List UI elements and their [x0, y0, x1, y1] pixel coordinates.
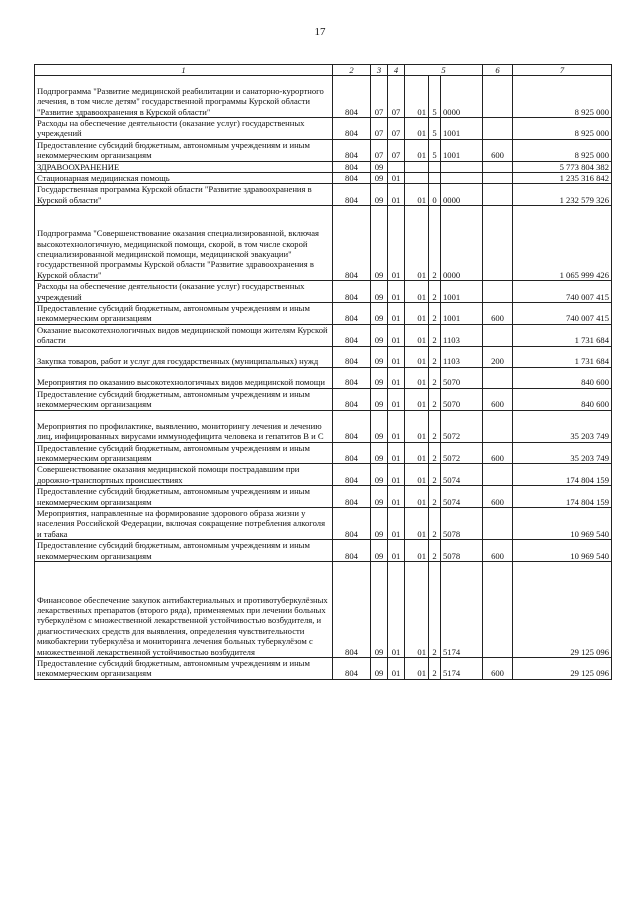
header-col-7: 7	[513, 65, 612, 76]
row-sum: 8 925 000	[513, 139, 612, 161]
row-target-direction: 1103	[441, 324, 483, 346]
row-sum: 1 232 579 326	[513, 184, 612, 206]
row-col-4: 01	[388, 464, 405, 486]
row-col-6	[483, 324, 513, 346]
table-row	[35, 442, 612, 464]
row-col-3: 09	[371, 442, 388, 464]
row-col-3: 09	[371, 410, 388, 442]
row-col-4: 01	[388, 281, 405, 303]
row-col-6: 600	[483, 442, 513, 464]
row-target-program: 01	[405, 139, 429, 161]
row-sum: 1 731 684	[513, 324, 612, 346]
row-col-6	[483, 464, 513, 486]
row-col-3: 09	[371, 324, 388, 346]
row-col-3: 09	[371, 184, 388, 206]
table-row	[35, 281, 612, 303]
row-col-6	[483, 118, 513, 140]
row-target-subprogram: 2	[429, 206, 441, 281]
row-col-4: 01	[388, 324, 405, 346]
table-row	[35, 388, 612, 410]
table-row	[35, 486, 612, 508]
row-target-program: 01	[405, 410, 429, 442]
table-row	[35, 118, 612, 140]
row-col-3: 09	[371, 388, 388, 410]
row-col-3: 09	[371, 464, 388, 486]
row-col-6	[483, 76, 513, 118]
row-col-4: 01	[388, 184, 405, 206]
row-name: Совершенствование оказания медицинской помощи пострадавшим при дорожно-транспортных происшествиях	[35, 464, 333, 486]
row-col-2: 804	[333, 173, 371, 184]
row-col-3: 09	[371, 173, 388, 184]
row-col-4: 07	[388, 139, 405, 161]
table-row	[35, 324, 612, 346]
row-name: Предоставление субсидий бюджетным, автономным учреждениям и иным некоммерческим организациям	[35, 388, 333, 410]
row-target-subprogram: 2	[429, 388, 441, 410]
row-col-3: 09	[371, 657, 388, 679]
header-col-4: 4	[388, 65, 405, 76]
table-row	[35, 173, 612, 184]
row-col-6: 600	[483, 139, 513, 161]
row-target-direction: 1103	[441, 346, 483, 367]
row-col-6	[483, 561, 513, 657]
row-target-direction: 5072	[441, 442, 483, 464]
row-name: Мероприятия по оказанию высокотехнологичных видов медицинской помощи	[35, 367, 333, 388]
row-target-direction: 5078	[441, 540, 483, 562]
row-col-3: 09	[371, 540, 388, 562]
row-col-6	[483, 161, 513, 172]
row-target-program: 01	[405, 206, 429, 281]
row-col-2: 804	[333, 367, 371, 388]
row-col-2: 804	[333, 303, 371, 325]
row-target-subprogram: 5	[429, 139, 441, 161]
budget-table	[34, 64, 612, 680]
row-target-program: 01	[405, 507, 429, 539]
row-target-program: 01	[405, 442, 429, 464]
row-col-3: 09	[371, 206, 388, 281]
row-sum: 29 125 096	[513, 657, 612, 679]
row-col-6	[483, 184, 513, 206]
row-target-subprogram: 2	[429, 324, 441, 346]
row-col-2: 804	[333, 281, 371, 303]
header-row	[35, 65, 612, 76]
row-col-4: 01	[388, 173, 405, 184]
row-col-4: 01	[388, 657, 405, 679]
row-col-4: 01	[388, 206, 405, 281]
row-target-program	[405, 173, 429, 184]
row-sum: 5 773 804 382	[513, 161, 612, 172]
row-col-3: 09	[371, 346, 388, 367]
row-target-subprogram	[429, 173, 441, 184]
header-col-1: 1	[35, 65, 333, 76]
table-row	[35, 161, 612, 172]
row-col-6: 200	[483, 346, 513, 367]
row-target-program: 01	[405, 118, 429, 140]
row-col-2: 804	[333, 507, 371, 539]
row-name: Предоставление субсидий бюджетным, автономным учреждениям и иным некоммерческим организациям	[35, 442, 333, 464]
row-target-subprogram	[429, 161, 441, 172]
row-target-program: 01	[405, 486, 429, 508]
row-sum: 740 007 415	[513, 281, 612, 303]
row-target-program: 01	[405, 324, 429, 346]
row-col-4: 01	[388, 540, 405, 562]
table-row	[35, 507, 612, 539]
row-name: Предоставление субсидий бюджетным, автономным учреждениям и иным некоммерческим организациям	[35, 540, 333, 562]
row-col-4: 01	[388, 442, 405, 464]
row-col-3: 07	[371, 118, 388, 140]
row-target-direction: 0000	[441, 184, 483, 206]
row-col-4	[388, 161, 405, 172]
row-sum: 1 731 684	[513, 346, 612, 367]
row-target-program: 01	[405, 281, 429, 303]
row-col-2: 804	[333, 324, 371, 346]
row-target-subprogram: 2	[429, 561, 441, 657]
row-sum: 10 969 540	[513, 540, 612, 562]
row-target-direction: 5074	[441, 464, 483, 486]
table-row	[35, 76, 612, 118]
table-row	[35, 657, 612, 679]
row-col-2: 804	[333, 161, 371, 172]
row-col-2: 804	[333, 410, 371, 442]
row-target-subprogram: 2	[429, 281, 441, 303]
row-target-direction: 5174	[441, 657, 483, 679]
row-sum: 174 804 159	[513, 486, 612, 508]
row-target-subprogram: 5	[429, 76, 441, 118]
row-col-3: 09	[371, 561, 388, 657]
header-col-2: 2	[333, 65, 371, 76]
row-col-6	[483, 173, 513, 184]
row-col-2: 804	[333, 206, 371, 281]
row-sum: 840 600	[513, 367, 612, 388]
row-target-subprogram: 2	[429, 367, 441, 388]
row-target-direction: 1001	[441, 139, 483, 161]
row-target-direction: 5174	[441, 561, 483, 657]
header-col-3: 3	[371, 65, 388, 76]
page-number: 17	[314, 26, 326, 38]
row-col-4: 01	[388, 507, 405, 539]
row-col-6	[483, 206, 513, 281]
table-row	[35, 410, 612, 442]
row-name: Подпрограмма "Развитие медицинской реабилитации и санаторно-курортного лечения, в том числе детям" государственной программы Курской области "Развитие здравоохранения в Курской области"	[35, 76, 333, 118]
row-name: Предоставление субсидий бюджетным, автономным учреждениям и иным некоммерческим организациям	[35, 486, 333, 508]
row-col-6: 600	[483, 486, 513, 508]
row-target-subprogram: 2	[429, 464, 441, 486]
row-col-3: 09	[371, 303, 388, 325]
row-sum: 8 925 000	[513, 118, 612, 140]
row-col-2: 804	[333, 464, 371, 486]
row-col-4: 01	[388, 486, 405, 508]
row-target-direction	[441, 161, 483, 172]
row-name: Оказание высокотехнологичных видов медицинской помощи жителям Курской области	[35, 324, 333, 346]
row-col-2: 804	[333, 486, 371, 508]
row-target-direction: 5070	[441, 367, 483, 388]
table-row	[35, 303, 612, 325]
row-target-direction: 0000	[441, 206, 483, 281]
row-target-subprogram: 2	[429, 507, 441, 539]
row-target-direction: 0000	[441, 76, 483, 118]
row-name: Государственная программа Курской области "Развитие здравоохранения в Курской области"	[35, 184, 333, 206]
row-target-direction: 5074	[441, 486, 483, 508]
row-target-direction: 1001	[441, 118, 483, 140]
row-col-4: 07	[388, 118, 405, 140]
row-col-6	[483, 410, 513, 442]
row-target-direction: 5078	[441, 507, 483, 539]
row-target-direction	[441, 173, 483, 184]
row-col-3: 09	[371, 161, 388, 172]
row-sum: 1 235 316 842	[513, 173, 612, 184]
row-sum: 740 007 415	[513, 303, 612, 325]
row-sum: 1 065 999 426	[513, 206, 612, 281]
row-name: Финансовое обеспечение закупок антибактериальных и противотуберкулёзных лекарственных препаратов (второго ряда), применяемых при лечении больных туберкулёзом с множественной лекарственной устойчивостью возбудителя, и диагностических средств для выявления, определения чувствительности микобактерии туберкулёза и мониторинга лечения больных туберкулёзом с множественной лекарственной устойчивостью возбудителя	[35, 561, 333, 657]
row-target-subprogram: 2	[429, 410, 441, 442]
row-target-program: 01	[405, 388, 429, 410]
row-target-direction: 5070	[441, 388, 483, 410]
row-col-6	[483, 367, 513, 388]
row-sum: 174 804 159	[513, 464, 612, 486]
row-target-subprogram: 0	[429, 184, 441, 206]
row-col-6: 600	[483, 657, 513, 679]
row-target-program: 01	[405, 303, 429, 325]
row-target-subprogram: 2	[429, 540, 441, 562]
row-target-program: 01	[405, 657, 429, 679]
table-row	[35, 561, 612, 657]
table-row	[35, 540, 612, 562]
row-target-program: 01	[405, 464, 429, 486]
row-sum: 8 925 000	[513, 76, 612, 118]
row-sum: 29 125 096	[513, 561, 612, 657]
row-col-3: 09	[371, 486, 388, 508]
row-col-2: 804	[333, 561, 371, 657]
row-col-6: 600	[483, 303, 513, 325]
row-target-direction: 1001	[441, 303, 483, 325]
row-col-2: 804	[333, 76, 371, 118]
row-target-direction: 5072	[441, 410, 483, 442]
row-col-2: 804	[333, 118, 371, 140]
row-col-6	[483, 507, 513, 539]
row-col-4: 01	[388, 561, 405, 657]
row-target-program: 01	[405, 367, 429, 388]
row-name: Мероприятия, направленные на формирование здорового образа жизни у населения Российской Федерации, включая сокращение потребления алкоголя и табака	[35, 507, 333, 539]
row-target-direction: 1001	[441, 281, 483, 303]
row-col-3: 07	[371, 76, 388, 118]
row-col-2: 804	[333, 184, 371, 206]
table-row	[35, 367, 612, 388]
row-sum: 840 600	[513, 388, 612, 410]
row-col-3: 09	[371, 507, 388, 539]
row-target-subprogram: 2	[429, 442, 441, 464]
row-target-program: 01	[405, 346, 429, 367]
table-row	[35, 464, 612, 486]
row-name: Расходы на обеспечение деятельности (оказание услуг) государственных учреждений	[35, 118, 333, 140]
row-name: Стационарная медицинская помощь	[35, 173, 333, 184]
row-target-program: 01	[405, 184, 429, 206]
row-target-subprogram: 2	[429, 346, 441, 367]
table-row	[35, 184, 612, 206]
row-target-program: 01	[405, 561, 429, 657]
row-sum: 35 203 749	[513, 442, 612, 464]
row-col-4: 01	[388, 303, 405, 325]
row-target-program: 01	[405, 76, 429, 118]
row-name: Закупка товаров, работ и услуг для государственных (муниципальных) нужд	[35, 346, 333, 367]
row-name: Расходы на обеспечение деятельности (оказание услуг) государственных учреждений	[35, 281, 333, 303]
row-col-4: 01	[388, 410, 405, 442]
row-target-subprogram: 2	[429, 486, 441, 508]
row-col-4: 01	[388, 367, 405, 388]
row-col-2: 804	[333, 657, 371, 679]
row-col-6	[483, 281, 513, 303]
row-name: ЗДРАВООХРАНЕНИЕ	[35, 161, 333, 172]
row-name: Подпрограмма "Совершенствование оказания специализированной, включая высокотехнологичную, медицинской помощи, скорой, в том числе скорой специализированной медицинской помощи, медицинской эвакуации" государственной программы Курской области "Развитие здравоохранения в Курской области"	[35, 206, 333, 281]
row-name: Предоставление субсидий бюджетным, автономным учреждениям и иным некоммерческим организациям	[35, 303, 333, 325]
row-col-3: 09	[371, 367, 388, 388]
row-col-2: 804	[333, 540, 371, 562]
row-col-4: 01	[388, 388, 405, 410]
row-col-2: 804	[333, 346, 371, 367]
row-name: Предоставление субсидий бюджетным, автономным учреждениям и иным некоммерческим организациям	[35, 139, 333, 161]
row-target-program	[405, 161, 429, 172]
row-col-6: 600	[483, 388, 513, 410]
row-name: Мероприятия по профилактике, выявлению, мониторингу лечения и лечению лиц, инфицированных вирусами иммунодефицита человека и гепатитов В и С	[35, 410, 333, 442]
row-name: Предоставление субсидий бюджетным, автономным учреждениям и иным некоммерческим организациям	[35, 657, 333, 679]
row-col-3: 07	[371, 139, 388, 161]
row-target-subprogram: 2	[429, 303, 441, 325]
row-col-2: 804	[333, 388, 371, 410]
row-sum: 10 969 540	[513, 507, 612, 539]
row-col-3: 09	[371, 281, 388, 303]
row-sum: 35 203 749	[513, 410, 612, 442]
row-col-4: 07	[388, 76, 405, 118]
table-row	[35, 346, 612, 367]
header-col-6: 6	[483, 65, 513, 76]
row-col-4: 01	[388, 346, 405, 367]
table-row	[35, 206, 612, 281]
row-target-program: 01	[405, 540, 429, 562]
table-row	[35, 139, 612, 161]
row-col-6: 600	[483, 540, 513, 562]
row-target-subprogram: 2	[429, 657, 441, 679]
header-col-5: 5	[405, 65, 483, 76]
row-col-2: 804	[333, 139, 371, 161]
row-target-subprogram: 5	[429, 118, 441, 140]
row-col-2: 804	[333, 442, 371, 464]
